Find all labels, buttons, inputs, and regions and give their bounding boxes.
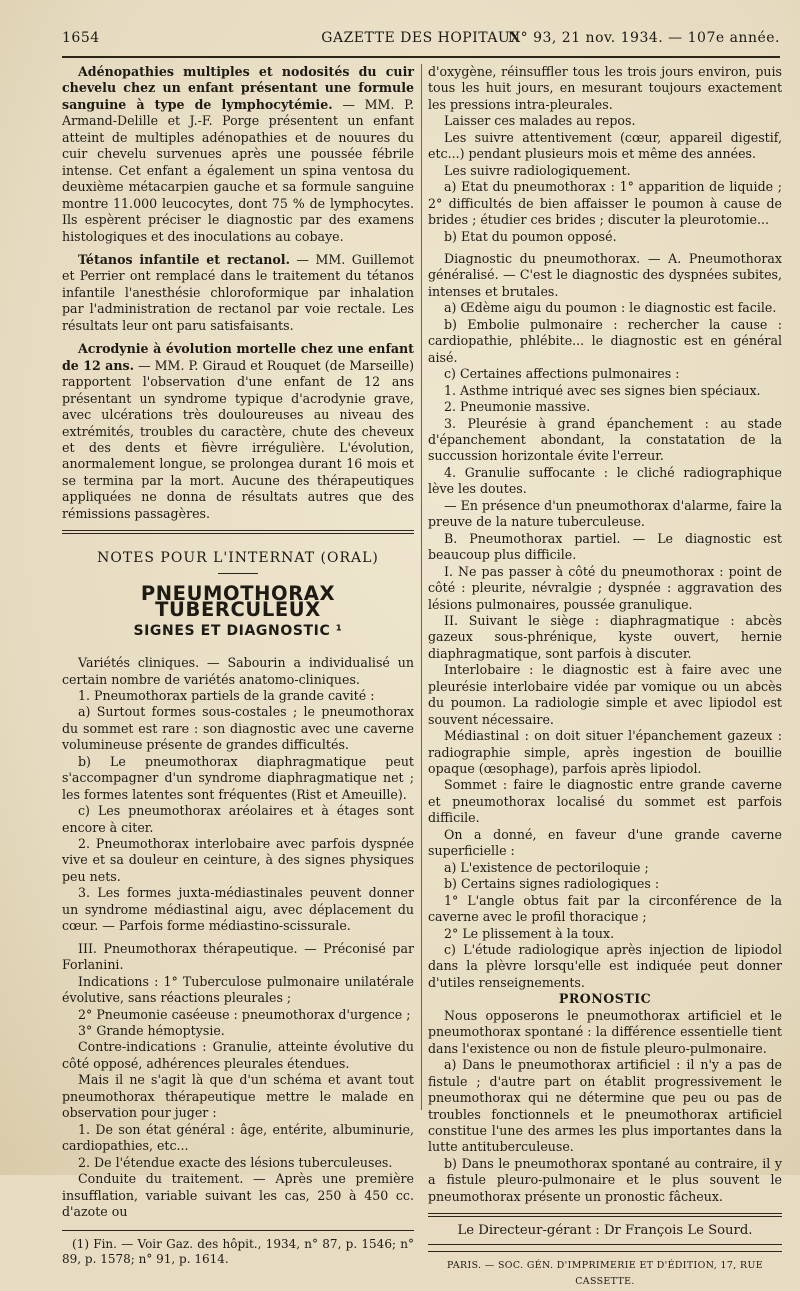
paragraph: a) L'existence de pectoriloquie ; bbox=[444, 859, 649, 875]
right-column bbox=[428, 64, 782, 1291]
article-tetanos bbox=[62, 252, 414, 334]
paragraph: 1. Pneumothorax partiels de la grande cavité : bbox=[78, 687, 375, 703]
article-authors: — MM. P. Giraud et Rouquet (de Marseille) bbox=[138, 357, 414, 373]
paragraph: Indications : 1° Tuberculose pulmonaire unilatérale évolutive, sans réactions pleurales ; bbox=[62, 973, 414, 1006]
paragraph: Sommet : faire le diagnostic entre grande caverne et pneumothorax localisé du sommet est parfois difficile. bbox=[428, 777, 782, 826]
paragraph: c) L'étude radiologique après injection de lipiodol dans la plèvre lorsqu'elle est indiquée peut donner d'utiles renseignements. bbox=[428, 942, 782, 990]
article-title: Acrodynie à évolution mortelle chez une enfant de 12 ans. bbox=[62, 341, 414, 373]
paragraph: Nous opposerons le pneumothorax artificiel et le pneumothorax spontané : la différence essentielle tient dans l'existence ou non de fistule pleuro-pulmonaire. bbox=[428, 1007, 782, 1056]
paragraph: b) Etat du poumon opposé. bbox=[444, 228, 617, 244]
pronostic-heading: PRONOSTIC bbox=[558, 991, 652, 1007]
paragraph: c) Certaines affections pulmonaires : bbox=[444, 366, 680, 382]
paragraph: b) Certains signes radiologiques : bbox=[444, 876, 660, 892]
main-subtitle: SIGNES ET DIAGNOSTIC ¹ bbox=[133, 622, 343, 639]
left-column bbox=[62, 64, 414, 1267]
paragraph: Diagnostic du pneumothorax. — A. Pneumothorax généralisé. — C'est le diagnostic des dyspnées subites, intenses et brutales. bbox=[428, 250, 782, 299]
paragraph: 2. De l'étendue exacte des lésions tuberculeuses. bbox=[78, 1154, 393, 1170]
section-rule bbox=[62, 530, 414, 534]
article-title: Adénopathies multiples et nodosités du cuir chevelu chez un enfant présentant une formule sanguine à type de lymphocytémie. bbox=[62, 64, 414, 112]
director-line: Le Directeur-gérant : Dr François Le Sourd. bbox=[457, 1223, 753, 1239]
printer-line: PARIS. — SOC. GÉN. D'IMPRIMERIE ET D'ÉDITION, 17, RUE CASSETTE. bbox=[446, 1259, 763, 1288]
paragraph: 4. Granulie suffocante : le cliché radiographique lève les doutes. bbox=[428, 464, 782, 497]
paragraph: c) Les pneumothorax aréolaires et à étages sont encore à citer. bbox=[62, 803, 414, 835]
paragraph: On a donné, en faveur d'une grande caverne superficielle : bbox=[428, 826, 782, 859]
paragraph: 2° Pneumonie caséeuse : pneumothorax d'urgence ; bbox=[78, 1006, 411, 1022]
paragraph: Interlobaire : le diagnostic est à faire avec une pleurésie interlobaire vidée par vomique ou un abcès du poumon. La radiologie simple et avec lipiodol est souvent nécessaire. bbox=[428, 662, 782, 727]
paragraph: 2° Le plissement à la toux. bbox=[444, 925, 615, 941]
paragraph: Conduite du traitement. — Après une première insufflation, variable suivant les cas, 250 à 450 cc. d'azote ou bbox=[62, 1171, 414, 1219]
paragraph: a) Surtout formes sous-costales ; le pneumothorax du sommet est rare : son diagnostic avec une caverne volumineuse présente de grandes difficultés. bbox=[62, 704, 414, 753]
page-number: 1654 bbox=[62, 30, 100, 46]
article-title: Tétanos infantile et rectanol. bbox=[78, 251, 290, 267]
paragraph: d'oxygène, réinsuffler tous les trois jours environ, puis tous les huit jours, en mesurant toujours exactement les pressions intra-pleurales. bbox=[428, 64, 782, 112]
article-acrodynie bbox=[62, 341, 414, 522]
paragraph: Les suivre attentivement (cœur, appareil digestif, etc...) pendant plusieurs mois et même des années. bbox=[428, 129, 782, 162]
paragraph: — En présence d'un pneumothorax d'alarme, faire la preuve de la nature tuberculeuse. bbox=[428, 497, 782, 530]
paragraph: III. Pneumothorax thérapeutique. — Préconisé par Forlanini. bbox=[62, 940, 414, 973]
short-rule bbox=[218, 573, 258, 574]
paragraph: 3. Pleurésie à grand épanchement : au stade d'épanchement abondant, la constatation de la succussion horizontale évite l'erreur. bbox=[428, 415, 782, 464]
paragraph: Les suivre radiologiquement. bbox=[444, 162, 631, 178]
closing-rule bbox=[428, 1213, 782, 1217]
printer-rule bbox=[428, 1251, 782, 1252]
paragraph: 1° L'angle obtus fait par la circonférence de la caverne avec le profil thoracique ; bbox=[428, 892, 782, 925]
paragraph: a) Dans le pneumothorax artificiel : il n'y a pas de fistule ; d'autre part on établit progressivement le pneumothorax qui ne détermine que peu ou pas de troubles fonctionnels et le pneumothorax artificiel constitue l'une des armes les plus importantes dans la lutte antituberculeuse. bbox=[428, 1057, 782, 1155]
paragraph: Médiastinal : on doit situer l'épanchement gazeux : radiographie simple, après ingestion de bouillie opaque (œsophage), parfois après lipiodol. bbox=[428, 728, 782, 777]
paragraph: II. Suivant le siège : diaphragmatique : abcès gazeux sous-phrénique, kyste ouvert, hernie diaphragmatique, sont parfois à discuter. bbox=[428, 612, 782, 661]
footnote-text: (1) Fin. — Voir Gaz. des hôpit., 1934, n° 87, p. 1546; n° 89, p. 1578; n° 91, p. 1614. bbox=[62, 1237, 414, 1267]
paragraph: a) Etat du pneumothorax : 1° apparition de liquide ; 2° difficultés de bien affaisser le poumon à cause de brides ; étudier ces brides ; discuter la pleurotomie... bbox=[428, 179, 782, 228]
paragraph: Mais il ne s'agit là que d'un schéma et avant tout pneumothorax thérapeutique mettre le malade en observation pour juger : bbox=[62, 1072, 414, 1121]
column-divider bbox=[421, 64, 422, 1110]
issue-info: N° 93, 21 nov. 1934. — 107e année. bbox=[507, 30, 780, 46]
director-rule bbox=[428, 1244, 782, 1245]
article-adenopathies bbox=[62, 64, 414, 245]
paragraph: a) Œdème aigu du poumon : le diagnostic est facile. bbox=[444, 300, 777, 316]
paragraph: Contre-indications : Granulie, atteinte évolutive du côté opposé, adhérences pleurales étendues. bbox=[62, 1039, 414, 1071]
paragraph: 1. De son état général : âge, entérite, albuminurie, cardiopathies, etc... bbox=[62, 1121, 414, 1154]
paragraph: B. Pneumothorax partiel. — Le diagnostic est beaucoup plus difficile. bbox=[428, 530, 782, 563]
article-authors: — MM. Guillemot et Perrier bbox=[62, 251, 414, 284]
article-text: rapportent l'observation d'une enfant de 12 ans présentant un syndrome typique d'acrodynie grave, avec ulcérations très douloureuses au niveau des extrémités, troubles du caractère, chute des cheveux et des dents et fièvre irrégulière. L'évolution, anormalement longue, se prolongea durant 16 mois et se termina par la mort. Aucune des thérapeutiques appliquées ne donna de résultats autres que des rémissions passagères. bbox=[62, 374, 414, 521]
footnote bbox=[62, 1230, 414, 1267]
article-authors: — MM. P. Armand-Delille et J.-F. Porge bbox=[62, 96, 414, 129]
paragraph: b) Le pneumothorax diaphragmatique peut s'accompagner d'un syndrome diaphragmatique net ; les formes latentes sont fréquentes (Rist et Ameuille). bbox=[62, 753, 414, 802]
section-heading: NOTES POUR L'INTERNAT (ORAL) bbox=[97, 550, 379, 567]
paragraph: b) Dans le pneumothorax spontané au contraire, il y a fistule pleuro-pulmonaire et le plus souvent le pneumothorax présente un pronostic fâcheux. bbox=[428, 1155, 782, 1204]
running-head bbox=[62, 30, 780, 52]
article-text: ont remplacé dans le traitement du tétanos infantile l'anesthésie chloroformique par inhalation par l'administration de rectanol par voie rectale. Les résultats leur ont paru satisfaisants. bbox=[62, 268, 415, 333]
article-text: présentent un enfant atteint de multiples adénopathies et de nouures du cuir chevelu survenues après une poussée fébrile intense. Cet enfant a également un spina ventosa du deuxième métacarpien gauche et sa formule sanguine montre 11.000 leucocytes, dont 75 % de lymphocytes. Ils espèrent préciser le diagnostic par des examens histologiques et des inoculations au cobaye. bbox=[62, 113, 414, 244]
header-rule bbox=[62, 56, 780, 58]
paragraph: 3. Les formes juxta-médiastinales peuvent donner un syndrome médiastinal aigu, avec déplacement du cœur. — Parfois forme médiastino-scissurale. bbox=[62, 885, 414, 934]
journal-title: GAZETTE DES HOPITAUX bbox=[321, 30, 521, 46]
paragraph: 1. Asthme intriqué avec ses signes bien spéciaux. bbox=[444, 382, 761, 398]
paragraph: Variétés cliniques. — Sabourin a individualisé un certain nombre de variétés anatomo-cliniques. bbox=[62, 655, 414, 687]
paragraph: Laisser ces malades au repos. bbox=[444, 113, 636, 129]
main-title: PNEUMOTHORAX TUBERCULEUX bbox=[140, 581, 336, 622]
paragraph: 2. Pneumothorax interlobaire avec parfois dyspnée vive et sa douleur en ceinture, à des signes physiques peu nets. bbox=[62, 836, 414, 884]
paragraph: 3° Grande hémoptysie. bbox=[78, 1023, 225, 1039]
paragraph: 2. Pneumonie massive. bbox=[444, 399, 591, 415]
paragraph: b) Embolie pulmonaire : rechercher la cause : cardiopathie, phlébite... le diagnostic est en général aisé. bbox=[428, 316, 782, 365]
paragraph: I. Ne pas passer à côté du pneumothorax : point de côté : pleurite, névralgie ; dyspnée : aggravation des lésions pulmonaires, poussée granulique. bbox=[428, 563, 782, 612]
